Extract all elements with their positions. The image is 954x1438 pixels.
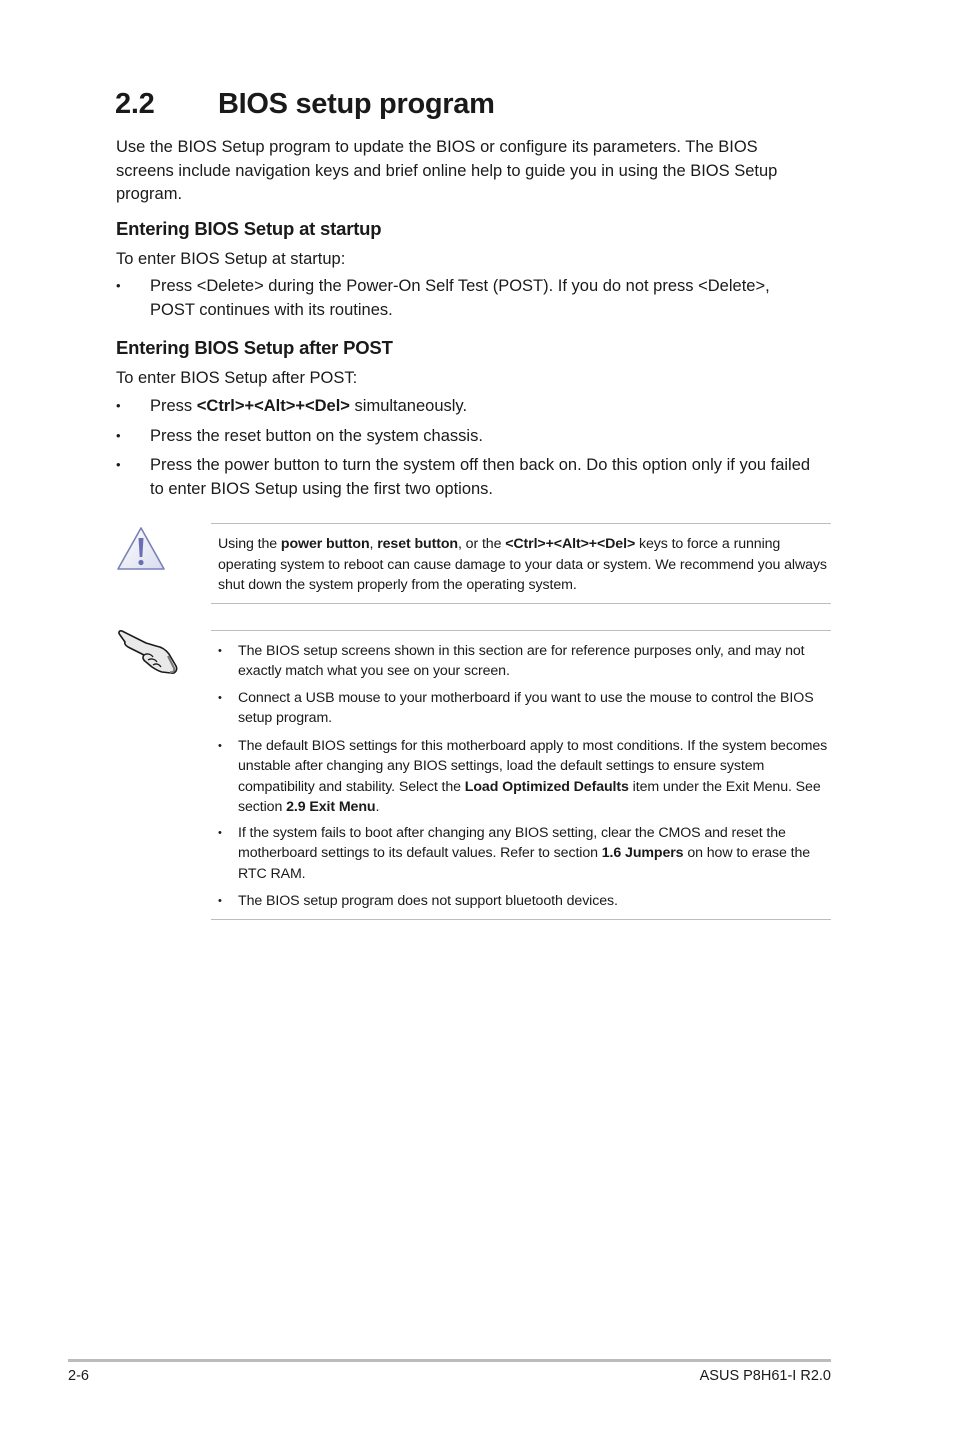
key-combo: <Ctrl>+<Alt>+<Del> (196, 397, 350, 415)
note-bottom-rule (211, 919, 831, 920)
note-text: The default BIOS settings for this motherboard apply to most conditions. If the system becomes unstable after changing any BIOS settings, load the default settings to ensure system compatibility and stability. Select the Load Optimized Defaults item under the Exit Menu. See section 2.9 Exit Menu. (238, 738, 828, 815)
bullet-dot: • (218, 692, 222, 704)
bullet-dot: • (218, 827, 222, 839)
emphasis: reset button (377, 536, 458, 552)
bullet-text: Press (150, 397, 197, 415)
bullet-text: Press the reset button on the system chassis. (150, 427, 483, 445)
pointing-hand-icon (116, 626, 180, 678)
warning-bottom-rule (211, 603, 831, 604)
note-top-rule (211, 630, 831, 631)
product-name: ASUS P8H61-I R2.0 (699, 1368, 831, 1384)
warning-text: Using the power button, reset button, or the <Ctrl>+<Alt>+<Del> keys to force a running operating system to reboot can cause damage to your data or system. We recommend you always shut down the system properly from the operating system. (218, 536, 827, 593)
emphasis: 1.6 Jumpers (601, 845, 684, 862)
emphasis: power button (280, 536, 370, 552)
intro-paragraph: Use the BIOS Setup program to update the BIOS or configure its parameters. The BIOS screens include navigation keys and brief online help to guide you in using the BIOS Setup program. (116, 138, 778, 203)
bullet-dot: • (218, 645, 222, 657)
section-number: 2.2 (115, 88, 155, 120)
section-title-text: BIOS setup program (218, 88, 495, 120)
bullet-dot: • (116, 278, 121, 293)
startup-lead: To enter BIOS Setup at startup: (116, 250, 346, 268)
note-text: Connect a USB mouse to your motherboard if you want to use the mouse to control the BIOS setup program. (238, 690, 814, 727)
note-text: If the system fails to boot after changing any BIOS setting, clear the CMOS and reset the motherboard settings to its default values. Refer to section 1.6 Jumpers on how to erase the RTC RAM. (238, 825, 811, 882)
emphasis: 2.9 Exit Menu (286, 798, 376, 815)
startup-bullet-text: Press <Delete> during the Power-On Self Test (POST). If you do not press <Delete>, POST continues with its routines. (150, 277, 770, 319)
note-text: The BIOS setup program does not support bluetooth devices. (238, 893, 618, 909)
page-number: 2-6 (68, 1368, 89, 1384)
after-post-heading: Entering BIOS Setup after POST (116, 337, 393, 358)
note-text: The BIOS setup screens shown in this section are for reference purposes only, and may not exactly match what you see on your screen. (238, 643, 805, 680)
bullet-dot: • (116, 398, 121, 413)
bullet-dot: • (218, 740, 222, 752)
bullet-dot: • (218, 895, 222, 907)
section-title (115, 88, 495, 121)
warning-triangle-icon (116, 526, 166, 572)
warning-top-rule (211, 523, 831, 524)
bullet-dot: • (116, 457, 121, 472)
bullet-dot: • (116, 428, 121, 443)
emphasis: <Ctrl>+<Alt>+<Del> (505, 536, 636, 552)
footer-rule (68, 1359, 831, 1362)
bullet-text: simultaneously. (349, 397, 468, 415)
startup-heading: Entering BIOS Setup at startup (116, 218, 382, 239)
emphasis: Load Optimized Defaults (464, 778, 629, 795)
after-post-lead: To enter BIOS Setup after POST: (116, 369, 358, 387)
bullet-text: Press the power button to turn the system off then back on. Do this option only if you failed to enter BIOS Setup using the first two options. (150, 456, 811, 498)
